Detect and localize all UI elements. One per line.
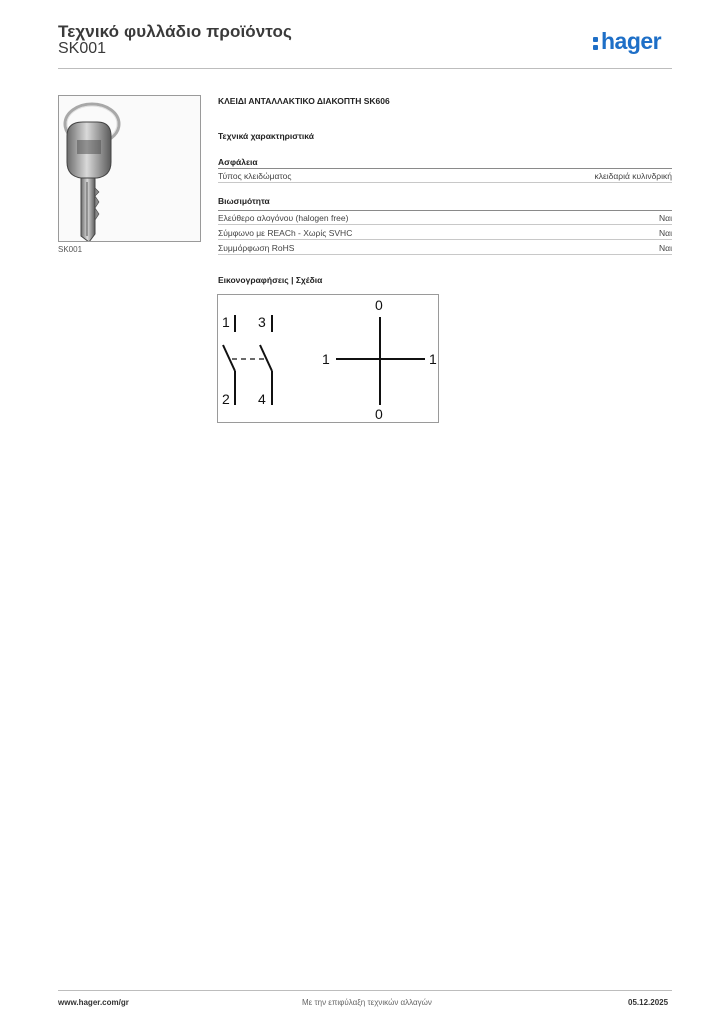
- spec-row: [218, 241, 672, 255]
- spec-row: [218, 211, 672, 225]
- spec-label: Ελεύθερο αλογόνου (halogen free): [218, 213, 349, 223]
- spec-value: κλειδαριά κυλινδρική: [594, 171, 672, 181]
- spec-value: Ναι: [659, 243, 672, 253]
- contact-label-1: 1: [222, 314, 230, 330]
- position-label-left: 1: [322, 351, 330, 367]
- image-caption: SK001: [58, 245, 83, 254]
- key-image-icon: [59, 96, 201, 242]
- position-label-bottom: 0: [375, 406, 383, 422]
- spec-value: Ναι: [659, 228, 672, 238]
- contact-label-4: 4: [258, 391, 266, 407]
- contact-label-2: 2: [222, 391, 230, 407]
- spec-row: [218, 226, 672, 240]
- drawings-section-title: Εικονογραφήσεις | Σχέδια: [218, 275, 323, 285]
- hager-logo: [593, 28, 661, 55]
- footer-divider: [58, 990, 672, 991]
- spec-row: [218, 169, 672, 183]
- footer-website[interactable]: www.hager.com/gr: [58, 998, 129, 1007]
- logo-dots-icon: [593, 36, 599, 50]
- position-label-top: 0: [375, 297, 383, 313]
- switch-schematic-icon: [218, 295, 440, 424]
- switch-diagram: [217, 294, 439, 423]
- product-image: [58, 95, 201, 242]
- spec-label: Συμμόρφωση RoHS: [218, 243, 295, 253]
- product-code: SK001: [58, 40, 107, 57]
- group-title-security: Ασφάλεια: [218, 157, 258, 167]
- header-divider: [58, 68, 672, 69]
- logo-text: hager: [601, 28, 662, 54]
- footer-note: Με την επιφύλαξη τεχνικών αλλαγών: [302, 998, 432, 1007]
- specs-section-title: Τεχνικά χαρακτηριστικά: [218, 131, 314, 141]
- position-label-right: 1: [429, 351, 437, 367]
- group-title-sustainability: Βιωσιμότητα: [218, 196, 270, 206]
- page-title: Τεχνικό φυλλάδιο προϊόντος: [58, 22, 292, 41]
- contact-label-3: 3: [258, 314, 266, 330]
- spec-label: Τύπος κλειδώματος: [218, 171, 292, 181]
- spec-value: Ναι: [659, 213, 672, 223]
- product-name: ΚΛΕΙΔΙ ΑΝΤΑΛΛΑΚΤΙΚΟ ΔΙΑΚΟΠΤΗ SK606: [218, 96, 390, 106]
- spec-label: Σύμφωνο με REACh - Χωρίς SVHC: [218, 228, 353, 238]
- footer-date: 05.12.2025: [628, 998, 669, 1007]
